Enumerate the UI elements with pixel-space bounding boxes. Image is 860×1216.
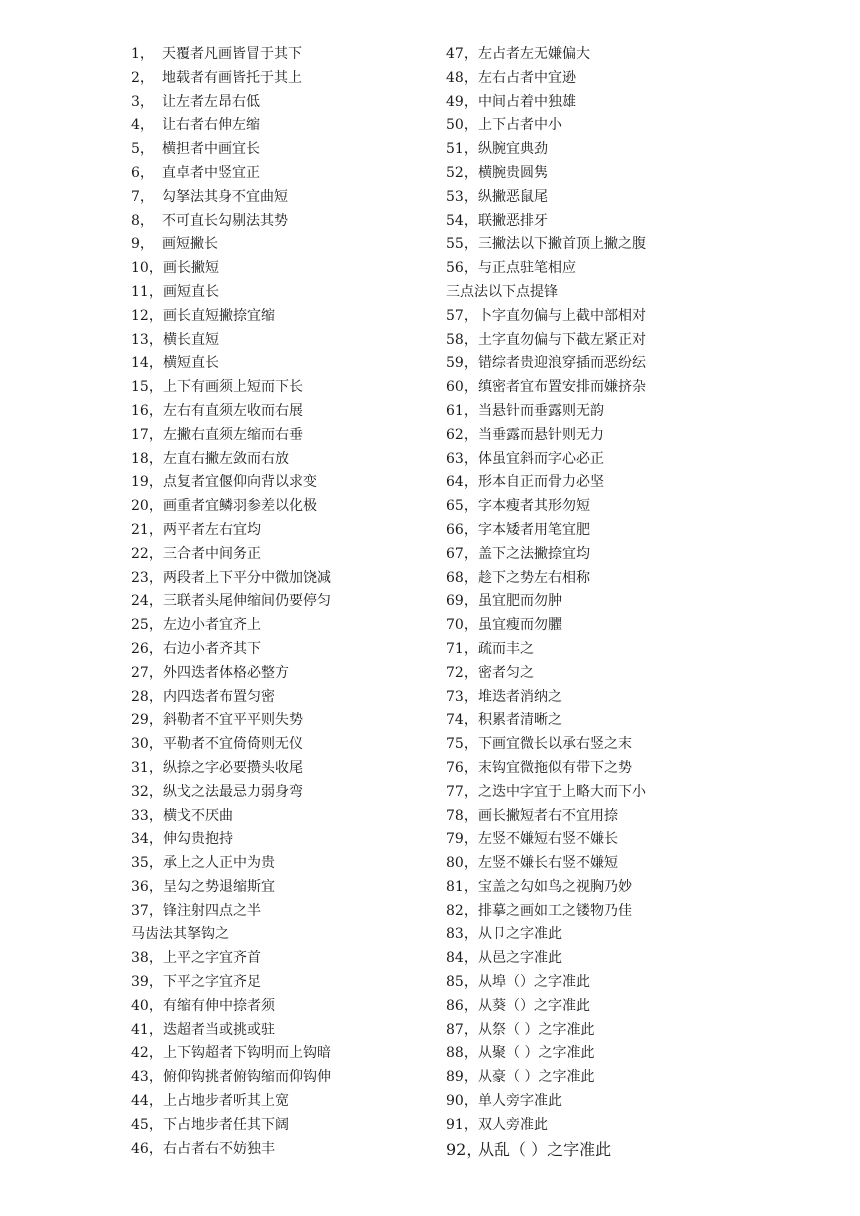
rule-line: [131, 1019, 431, 1043]
rule-text: 承上之人正中为贵: [163, 855, 275, 872]
rule-line: [446, 828, 746, 852]
rule-text: 趁下之势左右相称: [478, 569, 590, 586]
rule-line: [446, 329, 746, 353]
rule-line: [446, 400, 746, 424]
rule-line: [446, 1138, 746, 1162]
rule-number: 42，: [131, 1045, 163, 1062]
rule-text: 横戈不厌曲: [163, 807, 233, 824]
rule-number: 64，: [446, 474, 478, 491]
rule-line: [131, 257, 431, 281]
rule-text: 横短直长: [163, 355, 219, 372]
rule-text: 盖下之法撇捺宜均: [478, 545, 590, 562]
rule-line: [446, 67, 746, 91]
rule-text: 从祭（ ）之字准此: [478, 1021, 595, 1038]
rule-text: 从埠（）之字准此: [478, 974, 590, 991]
rule-line: [131, 448, 431, 472]
rule-number: 6，: [131, 164, 154, 181]
rule-text: 卜字直勿偏与上截中部相对: [478, 307, 646, 324]
rule-text: 点复者宜偃仰向背以求变: [163, 474, 317, 491]
rule-number: 9，: [131, 236, 154, 253]
rule-line: [131, 424, 431, 448]
rule-line: [131, 638, 431, 662]
rule-text: 当悬针而垂露则无韵: [478, 402, 604, 419]
rule-line: [131, 114, 431, 138]
rule-text: 俯仰钩挑者俯钩缩而仰钩伸: [163, 1069, 331, 1086]
rule-text: 末钩宜微拖似有带下之势: [478, 759, 632, 776]
rule-line: [131, 1066, 431, 1090]
rule-line: [131, 305, 431, 329]
rule-number: 80，: [446, 855, 478, 872]
rule-number: 54，: [446, 212, 478, 229]
rule-number: 3，: [131, 93, 154, 110]
rule-number: 4，: [131, 117, 154, 134]
rule-number: 5，: [131, 141, 154, 158]
rule-number: 53，: [446, 188, 478, 205]
rule-line: [131, 900, 431, 924]
rule-line: [446, 638, 746, 662]
rule-line: [446, 114, 746, 138]
rule-line: [131, 567, 431, 591]
rule-text: 左占者左无嫌偏大: [478, 46, 590, 62]
rule-number: 51，: [446, 141, 478, 158]
rule-text: 三联者头尾伸缩间仍要停匀: [163, 593, 331, 610]
rule-text: 上下有画须上短而下长: [163, 379, 303, 396]
rule-number: 58，: [446, 331, 478, 348]
rule-text: 画长直短撇捺宜缩: [163, 307, 275, 324]
rule-text: 从邑之字准此: [478, 950, 562, 967]
rule-text: 错综者贵迎浪穿插而恶纷纭: [478, 355, 646, 372]
rule-line: [131, 947, 431, 971]
rule-number: 35，: [131, 855, 163, 872]
rule-line: [446, 567, 746, 591]
rule-line: [446, 971, 746, 995]
rule-line: [131, 91, 431, 115]
rule-text: 迭超者当或挑或驻: [163, 1021, 275, 1038]
rule-line: [131, 329, 431, 353]
rule-line: [446, 43, 746, 67]
rule-number: 66，: [446, 521, 478, 538]
rule-number: 44，: [131, 1093, 163, 1110]
rule-line: [446, 543, 746, 567]
rule-text: 纵撇恶鼠尾: [478, 188, 548, 205]
rule-number: 39，: [131, 974, 163, 991]
rule-line: [131, 376, 431, 400]
rule-line: [131, 400, 431, 424]
rule-line: [131, 519, 431, 543]
rule-line: [446, 519, 746, 543]
rule-text: 伸勾贵抱持: [163, 831, 233, 848]
rule-text: 从卩之字准此: [478, 926, 562, 943]
rule-line: [131, 352, 431, 376]
rule-number: 50，: [446, 117, 478, 134]
rule-line: [131, 471, 431, 495]
rule-line: [446, 233, 746, 257]
rule-line: [446, 662, 746, 686]
rule-text: 纵戈之法最忌力弱身弯: [163, 783, 303, 800]
rule-line: [131, 138, 431, 162]
rule-line: [446, 162, 746, 186]
rule-text: 画重者宜鳞羽参差以化极: [163, 498, 317, 515]
rule-line: [131, 1090, 431, 1114]
rule-number: 24，: [131, 593, 163, 610]
rule-number: 81，: [446, 878, 478, 895]
rule-line: [131, 543, 431, 567]
rule-number: 69，: [446, 593, 478, 610]
rule-number: 17，: [131, 426, 163, 443]
rule-text: 联撇恶排牙: [478, 212, 548, 229]
rule-number: 65，: [446, 498, 478, 515]
rule-line: [446, 1090, 746, 1114]
rule-text: 左撇右直须左缩而右垂: [163, 426, 303, 443]
rule-line: [446, 852, 746, 876]
rule-line: [131, 662, 431, 686]
rule-number: 92，: [446, 1139, 483, 1159]
rule-text: 下画宜微长以承右竖之末: [478, 736, 632, 753]
rule-number: 31，: [131, 759, 163, 776]
rule-text: 从聚（ ）之字准此: [478, 1045, 595, 1062]
rule-text: 字本矮者用笔宜肥: [478, 521, 590, 538]
rule-line: [131, 828, 431, 852]
rule-line: [446, 805, 746, 829]
rule-text: 上占地步者听其上宽: [163, 1093, 289, 1110]
rule-line: [446, 995, 746, 1019]
rule-number: 25，: [131, 617, 163, 634]
rule-number: 87，: [446, 1021, 478, 1038]
rule-line: [131, 709, 431, 733]
rule-text: 横长直短: [163, 331, 219, 348]
rule-text: 画长撇短: [163, 260, 219, 277]
rule-text: 中间占着中独雄: [478, 93, 576, 110]
rule-line: [131, 1114, 431, 1138]
rule-number: 1，: [131, 46, 154, 62]
rule-text: 马齿法其拏钩之: [131, 926, 229, 943]
rule-number: 43，: [131, 1069, 163, 1086]
rule-number: 27，: [131, 664, 163, 681]
rule-line: [446, 781, 746, 805]
rule-number: 89，: [446, 1069, 478, 1086]
rule-line: [446, 733, 746, 757]
rule-number: 26，: [131, 640, 163, 657]
rule-number: 19，: [131, 474, 163, 491]
rule-line: [446, 709, 746, 733]
rule-text: 字本瘦者其形勿短: [478, 498, 590, 515]
rule-number: 88，: [446, 1045, 478, 1062]
rule-number: 15，: [131, 379, 163, 396]
rule-text: 下平之字宜齐足: [163, 974, 261, 991]
rule-text: 单人旁字准此: [478, 1093, 562, 1110]
rule-text: 从豪（ ）之字准此: [478, 1069, 595, 1086]
rule-number: 79，: [446, 831, 478, 848]
rule-number: 68，: [446, 569, 478, 586]
rule-line: [446, 495, 746, 519]
rule-line: [131, 43, 431, 67]
rule-number: 85，: [446, 974, 478, 991]
rule-number: 33，: [131, 807, 163, 824]
rule-number: 74，: [446, 712, 478, 729]
rule-number: 90，: [446, 1093, 478, 1110]
rule-text: 纵捺之字必要攒头收尾: [163, 759, 303, 776]
rule-text: 锋注射四点之半: [163, 902, 261, 919]
rule-heading: [446, 281, 746, 305]
rule-number: 72，: [446, 664, 478, 681]
rule-text: 与正点驻笔相应: [478, 260, 576, 277]
rule-text: 画短直长: [163, 283, 219, 300]
rule-text: 有缩有伸中捺者须: [163, 997, 275, 1014]
rule-line: [131, 614, 431, 638]
rule-number: 8，: [131, 212, 154, 229]
rule-line: [446, 186, 746, 210]
rule-text: 勾拏法其身不宜曲短: [162, 188, 288, 205]
rule-number: 13，: [131, 331, 163, 348]
rule-number: 29，: [131, 712, 163, 729]
rule-text: 三撇法以下撇首顶上撇之腹: [478, 236, 646, 253]
rule-number: 12，: [131, 307, 163, 324]
rule-text: 左竖不嫌长右竖不嫌短: [478, 855, 618, 872]
rule-text: 形本自正而骨力必坚: [478, 474, 604, 491]
rule-text: 横腕贵圆隽: [478, 164, 548, 181]
rule-text: 虽宜肥而勿肿: [478, 593, 562, 610]
rule-number: 36，: [131, 878, 163, 895]
rule-text: 三点法以下点提锋: [446, 283, 558, 300]
rule-text: 密者匀之: [478, 664, 534, 681]
rule-text: 左直右撇左敛而右放: [163, 450, 289, 467]
rule-line: [446, 686, 746, 710]
rule-text: 右边小者齐其下: [163, 640, 261, 657]
rule-text: 虽宜瘦而勿臞: [478, 617, 562, 634]
rule-number: 22，: [131, 545, 163, 562]
rule-text: 上下占者中小: [478, 117, 562, 134]
rule-line: [131, 876, 431, 900]
rule-number: 37，: [131, 902, 163, 919]
rule-text: 画长撇短者右不宜用捺: [478, 807, 618, 824]
rule-line: [131, 590, 431, 614]
rule-text: 直卓者中竖宜正: [162, 164, 260, 181]
rule-number: 48，: [446, 69, 478, 86]
rule-line: [446, 352, 746, 376]
rule-line: [446, 471, 746, 495]
rule-text: 左右占者中宜逊: [478, 69, 576, 86]
rule-line: [131, 162, 431, 186]
rule-text: 纵腕宜典劲: [478, 141, 548, 158]
rule-number: 61，: [446, 402, 478, 419]
rule-number: 63，: [446, 450, 478, 467]
rule-number: 34，: [131, 831, 163, 848]
rule-line: [446, 376, 746, 400]
rule-line: [446, 947, 746, 971]
rule-line: [446, 1042, 746, 1066]
rule-number: 82，: [446, 902, 478, 919]
rule-number: 60，: [446, 379, 478, 396]
rule-number: 55，: [446, 236, 478, 253]
rule-text: 积累者清晰之: [478, 712, 562, 729]
rule-number: 10，: [131, 260, 163, 277]
rule-text: 土字直勿偏与下截左紧正对: [478, 331, 646, 348]
rule-text: 外四迭者体格必整方: [163, 664, 289, 681]
rule-text: 内四迭者布置匀密: [163, 688, 275, 705]
rule-line: [446, 210, 746, 234]
rule-number: 45，: [131, 1116, 163, 1133]
rule-line: [446, 590, 746, 614]
rule-text: 让右者右伸左缩: [162, 117, 260, 134]
rule-text: 当垂露而悬针则无力: [478, 426, 604, 443]
rule-text: 疏而丰之: [478, 640, 534, 657]
rule-line: [131, 805, 431, 829]
rule-text: 宝盖之勾如鸟之视胸乃妙: [478, 878, 632, 895]
rule-text: 平勒者不宜倚倚则无仪: [163, 736, 303, 753]
rule-number: 14，: [131, 355, 163, 372]
rule-number: 56，: [446, 260, 478, 277]
rule-number: 83，: [446, 926, 478, 943]
rule-line: [131, 733, 431, 757]
left-column: [131, 43, 431, 1161]
rule-number: 91，: [446, 1116, 478, 1133]
rule-line: [446, 1066, 746, 1090]
rule-number: 40，: [131, 997, 163, 1014]
rule-number: 77，: [446, 783, 478, 800]
rule-line: [446, 257, 746, 281]
rule-text: 双人旁准此: [478, 1116, 548, 1133]
rule-text: 呈勾之势退缩斯宜: [163, 878, 275, 895]
rule-line: [446, 305, 746, 329]
rule-text: 上下钩超者下钩明而上钩暗: [163, 1045, 331, 1062]
rule-text: 排摹之画如工之镂物乃佳: [478, 902, 632, 919]
rule-line: [446, 876, 746, 900]
rule-text: 从葵（）之字准此: [478, 997, 590, 1014]
rule-line: [131, 995, 431, 1019]
rule-text: 画短撇长: [162, 236, 218, 253]
rule-heading: [131, 923, 431, 947]
rule-number: 23，: [131, 569, 163, 586]
rule-text: 上平之字宜齐首: [163, 950, 261, 967]
rule-text: 从乱（ ）之字准此: [478, 1139, 612, 1159]
rule-line: [446, 91, 746, 115]
rule-number: 84，: [446, 950, 478, 967]
rule-text: 堆迭者消纳之: [478, 688, 562, 705]
rule-line: [131, 852, 431, 876]
rule-line: [131, 186, 431, 210]
rule-text: 两平者左右宜均: [163, 521, 261, 538]
rule-number: 62，: [446, 426, 478, 443]
rule-line: [446, 923, 746, 947]
rule-line: [131, 1138, 431, 1162]
rule-text: 让左者左昂右低: [162, 93, 260, 110]
rule-line: [131, 281, 431, 305]
rule-number: 73，: [446, 688, 478, 705]
rule-number: 30，: [131, 736, 163, 753]
rule-number: 11，: [131, 283, 163, 300]
rule-number: 16，: [131, 402, 163, 419]
rule-line: [131, 67, 431, 91]
rule-number: 78，: [446, 807, 478, 824]
rule-text: 缜密者宜布置安排而嫌挤杂: [478, 379, 646, 396]
rule-line: [131, 781, 431, 805]
rule-text: 天覆者凡画皆冒于其下: [162, 46, 302, 62]
rule-text: 两段者上下平分中微加饶减: [163, 569, 331, 586]
rule-number: 75，: [446, 736, 478, 753]
rule-number: 28，: [131, 688, 163, 705]
rule-number: 46，: [131, 1140, 163, 1157]
rule-text: 之迭中字宜于上略大而下小: [478, 783, 646, 800]
rule-line: [131, 210, 431, 234]
rule-number: 57，: [446, 307, 478, 324]
rule-number: 21，: [131, 521, 163, 538]
rule-line: [446, 1114, 746, 1138]
rule-number: 49，: [446, 93, 478, 110]
rule-text: 横担者中画宜长: [162, 141, 260, 158]
rule-number: 76，: [446, 759, 478, 776]
rule-text: 下占地步者任其下阔: [163, 1116, 289, 1133]
rule-number: 47，: [446, 46, 478, 62]
rule-number: 70，: [446, 617, 478, 634]
rule-number: 2，: [131, 69, 154, 86]
rule-number: 71，: [446, 640, 478, 657]
rule-line: [131, 233, 431, 257]
right-column: [446, 43, 746, 1161]
rule-text: 不可直长勾剔法其势: [162, 212, 288, 229]
rule-number: 18，: [131, 450, 163, 467]
rule-number: 59，: [446, 355, 478, 372]
rule-number: 7，: [131, 188, 154, 205]
rule-line: [131, 1042, 431, 1066]
rule-number: 52，: [446, 164, 478, 181]
rule-number: 86，: [446, 997, 478, 1014]
rule-line: [446, 448, 746, 472]
rule-number: 38，: [131, 950, 163, 967]
rule-number: 20，: [131, 498, 163, 515]
rule-text: 斜勒者不宜平平则失势: [163, 712, 303, 729]
rule-text: 左边小者宜齐上: [163, 617, 261, 634]
rule-line: [446, 138, 746, 162]
rule-line: [131, 971, 431, 995]
rule-text: 地载者有画皆托于其上: [162, 69, 302, 86]
rule-number: 67，: [446, 545, 478, 562]
rule-text: 三合者中间务正: [163, 545, 261, 562]
rule-line: [131, 495, 431, 519]
rule-number: 41，: [131, 1021, 163, 1038]
rule-line: [446, 614, 746, 638]
rule-line: [446, 757, 746, 781]
rule-number: 32，: [131, 783, 163, 800]
rule-line: [446, 1019, 746, 1043]
rule-text: 右占者右不妨独丰: [163, 1140, 275, 1157]
rule-line: [131, 757, 431, 781]
rule-line: [446, 900, 746, 924]
rule-text: 左右有直须左收而右展: [163, 402, 303, 419]
rule-text: 体虽宜斜而字心必正: [478, 450, 604, 467]
rule-text: 左竖不嫌短右竖不嫌长: [478, 831, 618, 848]
rule-line: [446, 424, 746, 448]
rule-line: [131, 686, 431, 710]
